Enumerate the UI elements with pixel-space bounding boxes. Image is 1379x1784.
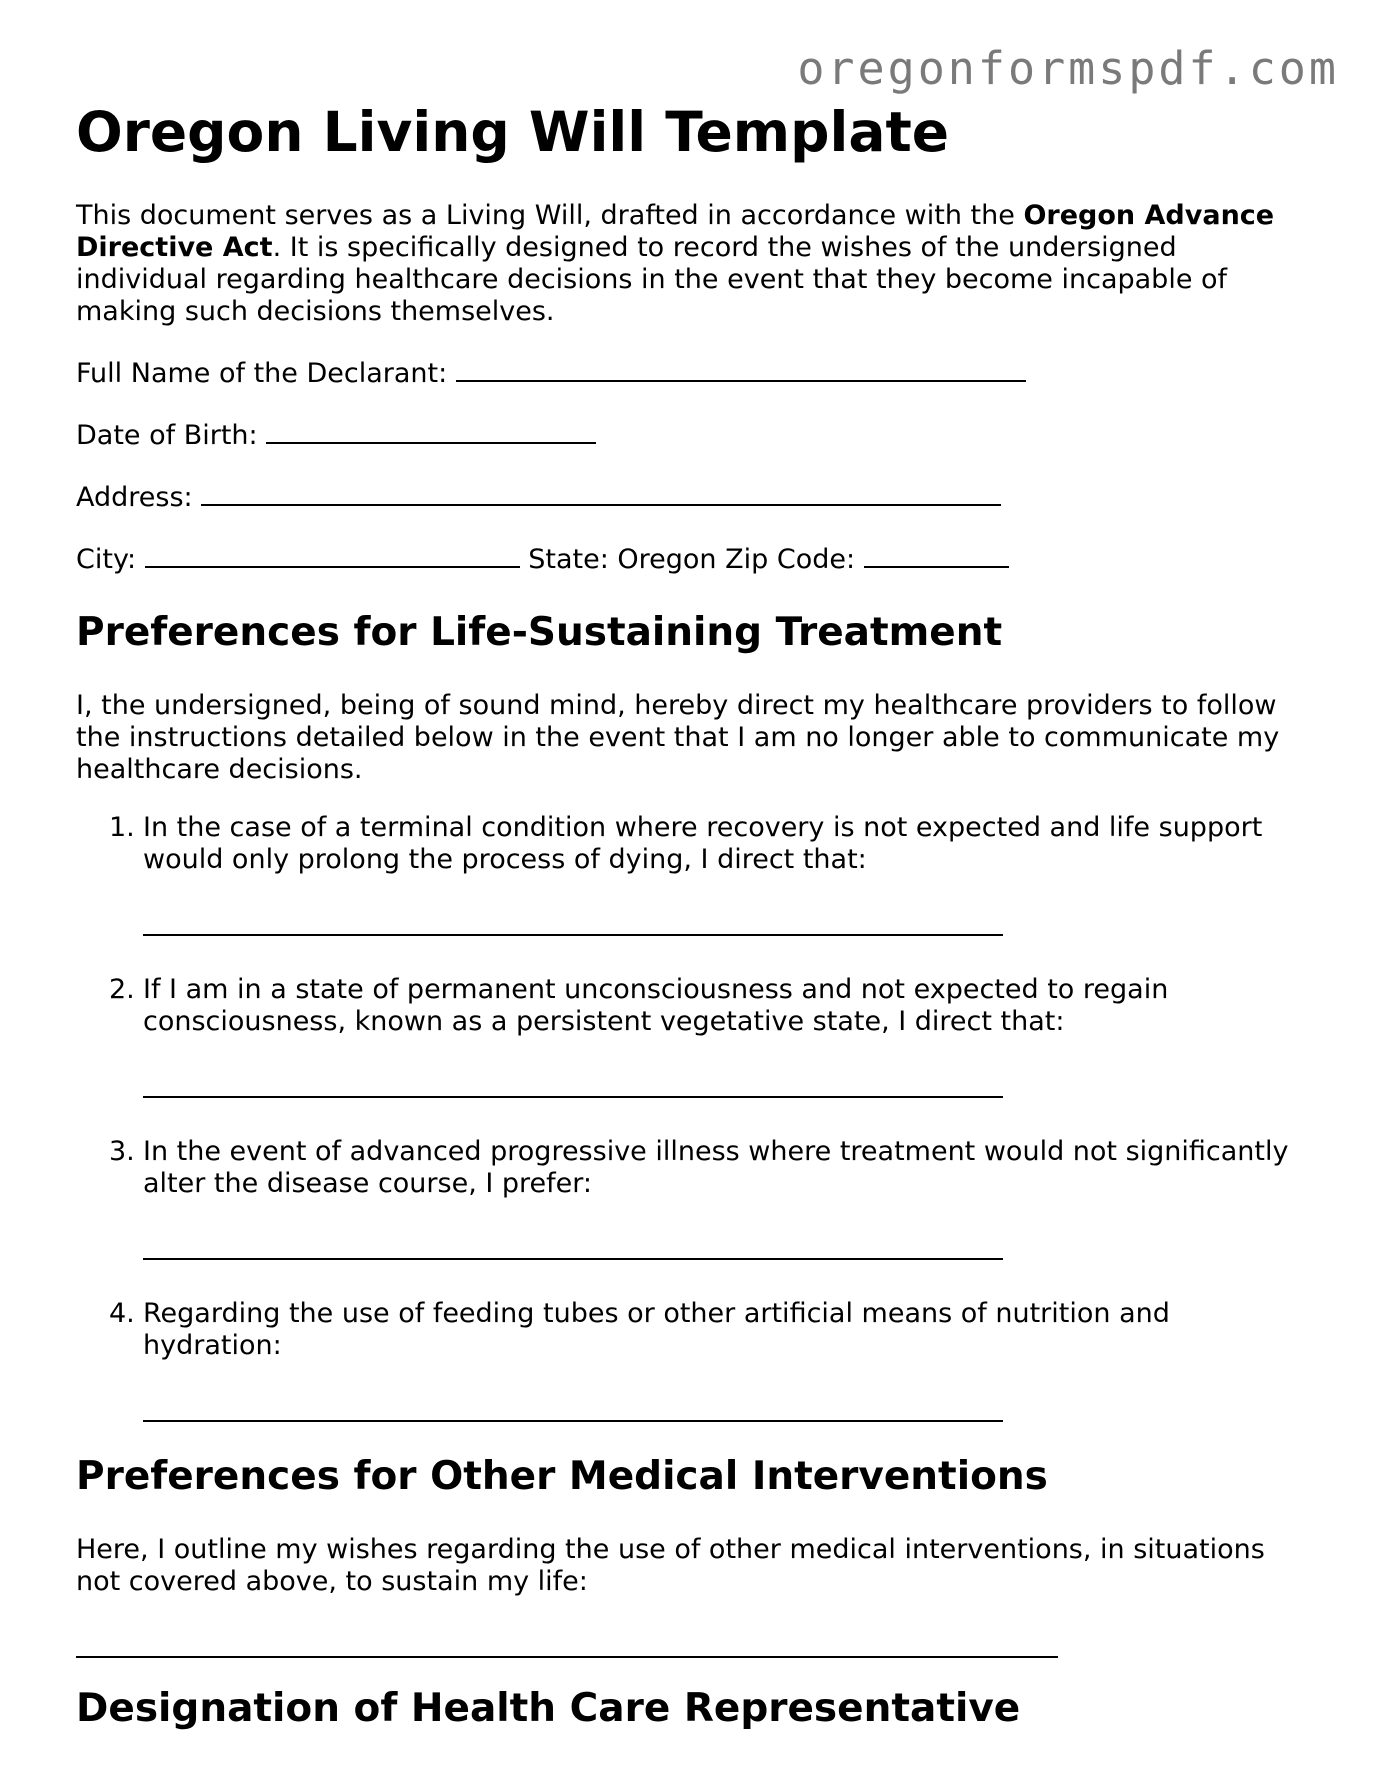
dob-blank[interactable]: [266, 416, 596, 444]
document-page: [76, 100, 1306, 1732]
list-item: 4. Regarding the use of feeding tubes or other artificial means of nutrition and hydration:: [76, 1298, 1306, 1422]
section-heading-other-interventions: Preferences for Other Medical Interventions: [76, 1454, 1048, 1499]
full-name-blank[interactable]: [456, 354, 1026, 382]
address-blank[interactable]: [201, 478, 1001, 506]
answer-line-3[interactable]: [143, 1258, 1003, 1260]
zip-blank[interactable]: [864, 540, 1009, 568]
other-interventions-line[interactable]: [76, 1656, 1058, 1658]
watermark: oregonformspdf.com: [797, 42, 1339, 95]
city-blank[interactable]: [145, 540, 520, 568]
page-title: Oregon Living Will Template: [76, 100, 950, 164]
dob-label: Date of Birth:: [76, 420, 258, 451]
section-heading-representative: Designation of Health Care Representative: [76, 1686, 1021, 1731]
address-label: Address:: [76, 482, 193, 513]
city-label: City:: [76, 544, 137, 575]
section1-intro: I, the undersigned, being of sound mind, hereby direct my healthcare providers to follow the instructions detailed below in the event that I am no longer able to communicate my healthcare decisions.: [76, 690, 1280, 785]
city-state-zip-field: [76, 540, 1306, 576]
answer-line-2[interactable]: [143, 1096, 1003, 1098]
act-name: Oregon Advance Directive Act: [76, 200, 1275, 263]
list-item: 2. If I am in a state of permanent unconsciousness and not expected to regain consciousness, known as a persistent vegetative state, I direct that:: [76, 974, 1306, 1098]
list-item: 3. In the event of advanced progressive illness where treatment would not significantly alter the disease course, I prefer:: [76, 1136, 1306, 1260]
intro-paragraph: This document serves as a Living Will, drafted in accordance with the Oregon Advance Directive Act. It is specifically designed to record the wishes of the undersigned individual regarding healthcare decisions in the event that they become incapable of making such decisions themselves.: [76, 200, 1275, 327]
full-name-field: [76, 354, 1306, 390]
answer-line-1[interactable]: [143, 934, 1003, 936]
list-item: 1. In the case of a terminal condition where recovery is not expected and life support would only prolong the process of dying, I direct that:: [76, 812, 1306, 936]
directive-list: [76, 812, 1306, 1422]
zip-label: Zip Code:: [725, 544, 856, 575]
state-label: State: Oregon: [528, 544, 717, 575]
answer-line-4[interactable]: [143, 1420, 1003, 1422]
address-field: [76, 478, 1306, 514]
section-heading-life-sustaining: Preferences for Life-Sustaining Treatment: [76, 610, 1003, 655]
full-name-label: Full Name of the Declarant:: [76, 358, 448, 389]
dob-field: [76, 416, 1306, 452]
section2-intro: Here, I outline my wishes regarding the use of other medical interventions, in situations not covered above, to sustain my life:: [76, 1534, 1265, 1597]
